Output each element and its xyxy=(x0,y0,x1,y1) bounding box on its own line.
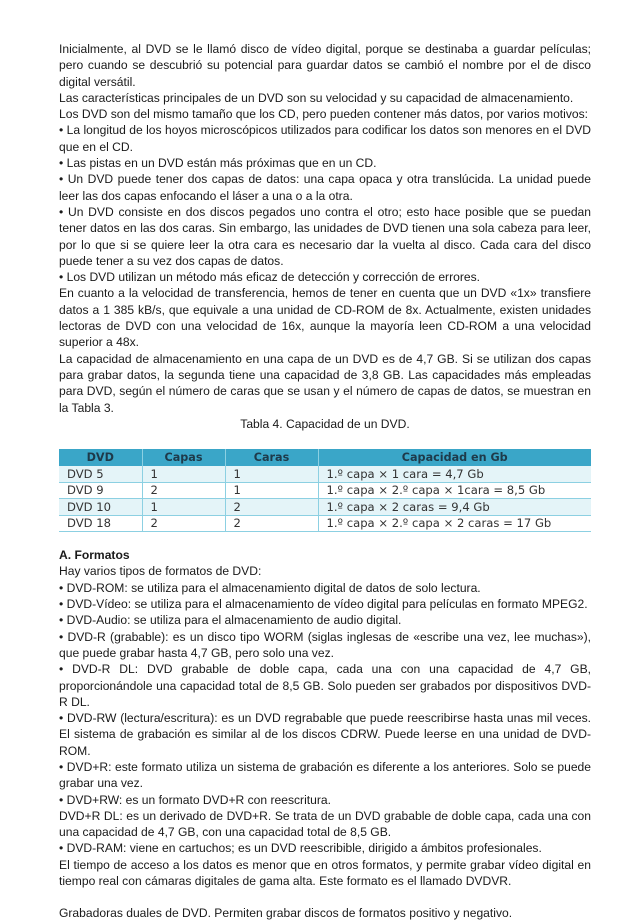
table-header-row xyxy=(59,449,591,466)
format-dvd-video: • DVD-Vídeo: se utiliza para el almacenamiento de vídeo digital para películas en formato MPEG2. xyxy=(59,597,588,612)
format-dvd-audio: • DVD-Audio: se utiliza para el almacenamiento de audio digital. xyxy=(59,613,402,628)
cell-dvd: DVD 10 xyxy=(59,499,142,516)
intro-paragraph-2: Las características principales de un DVD son su velocidad y su capacidad de almacenamiento. xyxy=(59,90,574,105)
header-dvd: DVD xyxy=(59,449,142,466)
closing-paragraph: Grabadoras duales de DVD. Permiten grabar discos de formatos positivo y negativo. xyxy=(59,906,513,921)
format-dvd-r-dl: • DVD-R DL: DVD grabable de doble capa, cada una con una capacidad de 4,7 GB, proporcionándole una capacidad total de 8,5 GB. Solo pueden ser grabados por dispositivos DVD-R DL. xyxy=(59,662,591,709)
access-time-paragraph: El tiempo de acceso a los datos es menor que en otros formatos, y permite grabar vídeo digital en tiempo real con cámaras digitales de gama alta. Este formato es el llamado DVDVR. xyxy=(59,857,591,889)
dvd-capacity-table xyxy=(59,449,591,532)
intro-paragraph-3: Los DVD son del mismo tamaño que los CD, pero pueden contener más datos, por varios motivos: xyxy=(59,107,589,122)
cell-capacidad: 1.º capa × 2 caras = 9,4 Gb xyxy=(318,499,591,516)
bullet-pistas: • Las pistas en un DVD están más próximas que en un CD. xyxy=(59,156,377,171)
bullet-hoyos: • La longitud de los hoyos microscópicos utilizados para codificar los datos son menores en el DVD que en el CD. xyxy=(59,123,591,154)
bullet-errores: • Los DVD utilizan un método más eficaz de detección y corrección de errores. xyxy=(59,270,480,285)
capacity-paragraph: La capacidad de almacenamiento en una capa de un DVD es de 4,7 GB. Si se utilizan dos capas para grabar datos, la segunda tiene una capacidad de 3,8 GB. Las capacidades más empleadas para DVD, según el número de caras que se usan y el número de capas de datos, se muestran en la Tabla 3. xyxy=(59,351,591,415)
header-caras: Caras xyxy=(225,449,318,466)
cell-capacidad: 1.º capa × 2.º capa × 1cara = 8,5 Gb xyxy=(318,482,591,499)
format-dvd-rom: • DVD-ROM: se utiliza para el almacenamiento digital de datos de solo lectura. xyxy=(59,580,481,595)
cell-capas: 1 xyxy=(142,466,225,482)
cell-dvd: DVD 5 xyxy=(59,466,142,482)
table-row xyxy=(59,499,591,516)
cell-dvd: DVD 9 xyxy=(59,482,142,499)
formats-intro: Hay varios tipos de formatos de DVD: xyxy=(59,564,262,579)
format-dvd-ram: • DVD-RAM: viene en cartuchos; es un DVD reescribible, dirigido a ámbitos profesionales. xyxy=(59,841,542,856)
cell-capas: 2 xyxy=(142,482,225,499)
bullet-capas: • Un DVD puede tener dos capas de datos: una capa opaca y otra translúcida. La unidad puede leer las dos capas enfocando el láser a una o a la otra. xyxy=(59,172,591,203)
format-dvd-r: • DVD-R (grabable): es un disco tipo WORM (siglas inglesas de «escribe una vez, lee muchas»), que puede grabar hasta 4,7 GB, pero solo una vez. xyxy=(59,629,591,660)
formats-heading: A. Formatos xyxy=(59,548,130,563)
cell-caras: 1 xyxy=(225,482,318,499)
cell-capacidad: 1.º capa × 1 cara = 4,7 Gb xyxy=(318,466,591,482)
velocity-paragraph: En cuanto a la velocidad de transferencia, hemos de tener en cuenta que un DVD «1x» transfiere datos a 1 385 kB/s, que equivale a una unidad de CD-ROM de 8x. Actualmente, existen unidades lectoras de DVD con una velocidad de 16x, aunque la mayoría leen CD-ROM a una velocidad superior a 48x. xyxy=(59,286,591,350)
table-row xyxy=(59,515,591,532)
format-dvd-plus-r: • DVD+R: este formato utiliza un sistema de grabación es diferente a los anteriores. Solo se puede grabar una vez. xyxy=(59,759,591,791)
header-capacidad: Capacidad en Gb xyxy=(318,449,591,466)
cell-caras: 1 xyxy=(225,466,318,482)
table-row xyxy=(59,482,591,499)
bullet-discos: • Un DVD consiste en dos discos pegados uno contra el otro; esto hace posible que se puedan tener datos en las dos caras. Sin embargo, las unidades de DVD tienen una sola cabeza para leer, por lo que si se quiere leer la otra cara es necesario dar la vuelta al disco. Cada cara del disco puede tener a su vez dos capas de datos. xyxy=(59,204,591,268)
cell-caras: 2 xyxy=(225,515,318,532)
document-page xyxy=(59,41,591,922)
cell-capas: 1 xyxy=(142,499,225,516)
format-dvd-plus-rw: • DVD+RW: es un formato DVD+R con reescritura. xyxy=(59,792,331,807)
format-dvd-rw: • DVD-RW (lectura/escritura): es un DVD regrabable que puede reescribirse hasta unas mil veces. El sistema de grabación es similar al de los discos CDRW. Puede leerse en una unidad de DVD-ROM. xyxy=(59,711,591,758)
cell-caras: 2 xyxy=(225,499,318,516)
cell-capas: 2 xyxy=(142,515,225,532)
cell-capacidad: 1.º capa × 2.º capa × 2 caras = 17 Gb xyxy=(318,515,591,532)
table-row xyxy=(59,466,591,482)
intro-paragraph-1: Inicialmente, al DVD se le llamó disco de vídeo digital, porque se destinaba a guardar películas; pero cuando se descubrió su potencial para guardar datos se cambió el nombre por el de disco digital versátil. xyxy=(59,42,591,89)
header-capas: Capas xyxy=(142,449,225,466)
format-dvd-plus-r-dl: DVD+R DL: es un derivado de DVD+R. Se trata de un DVD grabable de doble capa, cada una con una capacidad de 4,7 GB, con una capacidad total de 8,5 GB. xyxy=(59,808,591,840)
table-caption: Tabla 4. Capacidad de un DVD. xyxy=(240,416,410,431)
cell-dvd: DVD 18 xyxy=(59,515,142,532)
